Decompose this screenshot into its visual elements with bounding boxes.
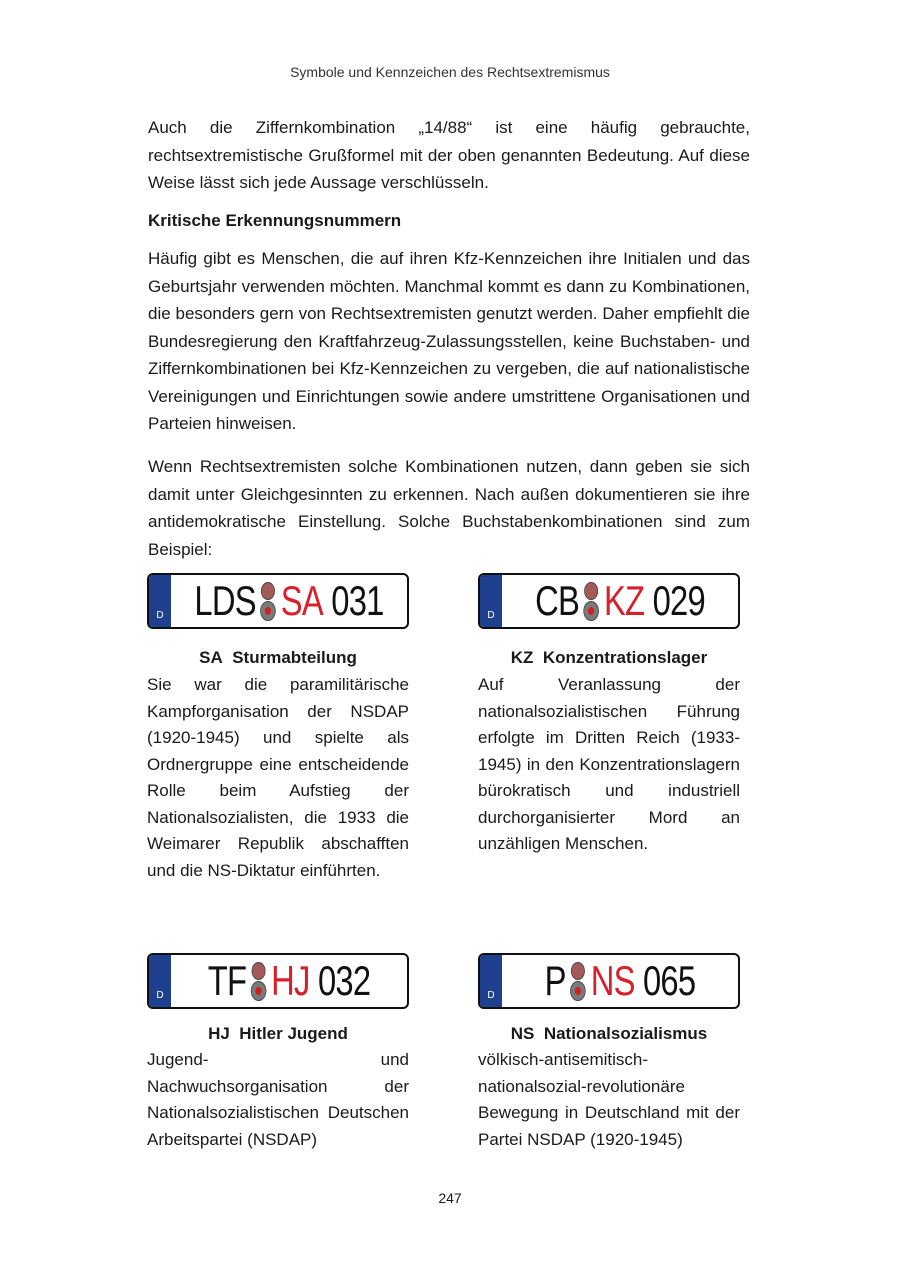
running-header: Symbole und Kennzeichen des Rechtsextremismus (290, 64, 610, 80)
paragraph-intro: Auch die Ziffernkombination „14/88“ ist eine häufig gebrauchte, rechtsextremistische Grußformel mit der oben genannten Bedeutung. Auf diese Weise lässt sich jede Aussage verschlüsseln. (148, 118, 750, 192)
plate-city-code: P (544, 957, 566, 1004)
plate-city-code: CB (535, 577, 580, 624)
paragraph-recommendation: Häufig gibt es Menschen, die auf ihren Kfz-Kennzeichen ihre Initialen und das Geburtsjahr verwenden möchten. Manchmal kommt es dann zu Kombinationen, die besonders gern von Rechtsextremisten genutzt werden. Daher empfiehlt die Bundesregierung den Kraftfahrzeug-Zulassungsstellen, keine Buchstaben- und Ziffernkombinationen bei Kfz-Kennzeichen zu vergeben, die auf nationalistische Vereinigungen und Einrichtungen sowie andere umstrittene Organisationen und Parteien hinweisen. (148, 249, 750, 433)
caption-abbr: NS (510, 1024, 535, 1043)
caption-abbr: KZ (510, 648, 534, 667)
plate-letters: HJ (271, 957, 310, 1004)
caption-name: Hitler Jugend (239, 1024, 348, 1043)
license-plate-hj (147, 953, 409, 1009)
page-number: 247 (438, 1190, 462, 1206)
caption-name: Sturmabteilung (232, 648, 357, 667)
caption-name: Konzentrationslager (542, 648, 708, 667)
eu-country-band: D (480, 575, 502, 627)
license-plate-ns (478, 953, 740, 1009)
license-plate-kz (478, 573, 740, 629)
license-plate-sa (147, 573, 409, 629)
registration-seal-icon (251, 962, 267, 1001)
description-ns: völkisch-antisemitisch-nationalsozial-revolutionäre Bewegung in Deutschland mit der Partei NSDAP (1920-1945) (478, 1050, 740, 1149)
description-kz: Auf Veranlassung der nationalsozialistischen Führung erfolgte im Dritten Reich (1933-1945) in den Konzentrationslagern bürokratisch und industriell durchorganisierter Mord an unzähligen Menschen. (478, 675, 740, 853)
caption-name: Nationalsozialismus (543, 1024, 708, 1043)
description-hj: Jugend- und Nachwuchsorganisation der Nationalsozialistischen Deutschen Arbeitspartei (NSDAP) (147, 1050, 409, 1149)
caption-abbr: SA (199, 648, 223, 667)
eu-country-band: D (480, 955, 502, 1007)
plate-number: 031 (322, 577, 384, 624)
caption-sa (147, 648, 409, 668)
registration-seal-icon (570, 962, 586, 1001)
paragraph-examples-intro: Wenn Rechtsextremisten solche Kombinationen nutzen, dann geben sie sich damit unter Gleichgesinnten zu erkennen. Nach außen dokumentieren sie ihre antidemokratische Einstellung. Solche Buchstabenkombinationen sind zum Beispiel: (148, 457, 750, 559)
eu-country-band: D (149, 575, 171, 627)
plate-letters: SA (280, 577, 323, 624)
caption-ns (478, 1024, 740, 1044)
plate-number: 032 (309, 957, 371, 1004)
plate-letters: KZ (603, 577, 645, 624)
eu-country-band: D (149, 955, 171, 1007)
registration-seal-icon (261, 582, 277, 621)
plate-letters: NS (590, 957, 635, 1004)
plate-number: 065 (634, 957, 696, 1004)
plate-number: 029 (644, 577, 705, 624)
plate-city-code: LDS (194, 577, 256, 624)
caption-kz (478, 648, 740, 668)
section-heading: Kritische Erkennungsnummern (148, 211, 402, 230)
plate-city-code: TF (207, 957, 247, 1004)
description-sa: Sie war die paramilitärische Kampforganisation der NSDAP (1920-1945) und spielte als Ordnergruppe eine entscheidende Rolle beim Aufstieg der Nationalsozialisten, die 1933 die Weimarer Republik abschafften und die NS-Diktatur einführten. (147, 675, 409, 880)
caption-hj (147, 1024, 409, 1044)
caption-abbr: HJ (208, 1024, 230, 1043)
registration-seal-icon (584, 582, 600, 621)
